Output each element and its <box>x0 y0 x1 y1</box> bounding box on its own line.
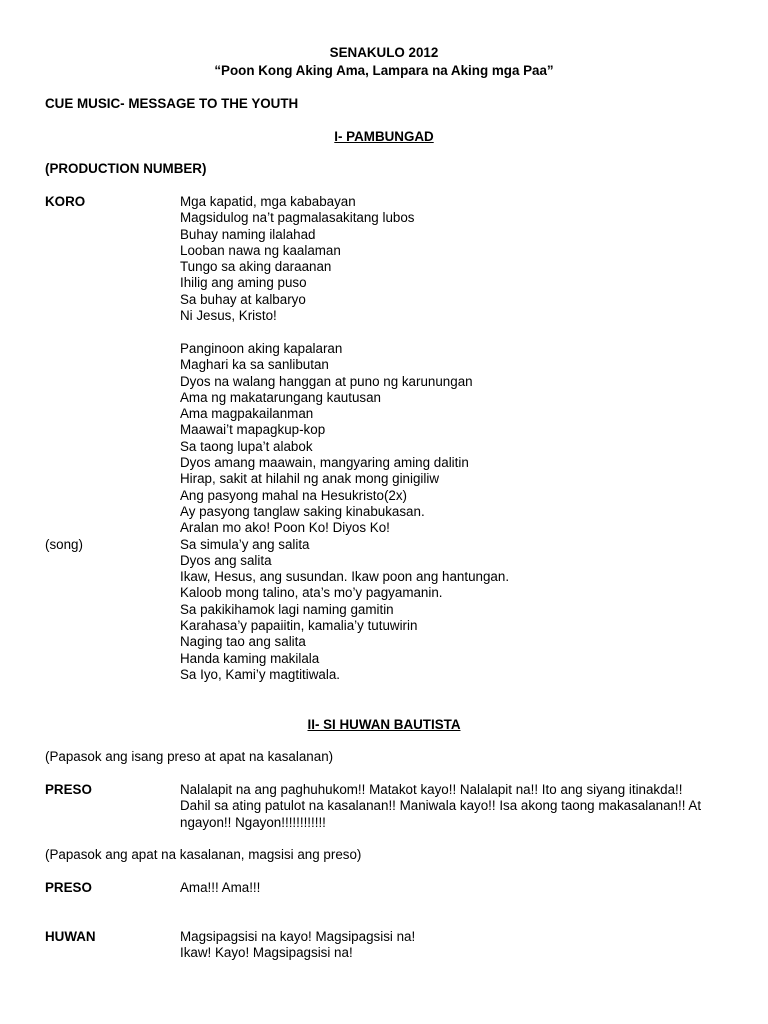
lyric-line: Dyos ang salita <box>180 552 272 568</box>
stage-direction-2: (Papasok ang apat na kasalanan, magsisi ang preso) <box>45 847 362 862</box>
lyric-line: Naging tao ang salita <box>180 634 306 650</box>
lyric-line: Karahasa’y papaiitin, kamalia’y tutuwirin <box>180 618 418 634</box>
lyric-line: Ama magpakailanman <box>180 406 314 422</box>
lyric-line: Buhay naming ilalahad <box>180 226 316 242</box>
lyric-line: Panginoon aking kapalaran <box>180 341 343 356</box>
lyrics-stanza-2 <box>180 341 509 683</box>
stage-direction-1: (Papasok ang isang preso at apat na kasalanan) <box>45 749 334 764</box>
lyric-line: Maghari ka sa sanlibutan <box>180 357 329 373</box>
lyric-line: Ay pasyong tanglaw saking kinabukasan. <box>180 503 425 519</box>
document-subtitle: “Poon Kong Aking Ama, Lampara na Aking mga Paa” <box>214 63 554 78</box>
dialogue-line: Dahil sa ating patulot na kasalanan!! Maniwala kayo!! Isa akong taong makasalanan!! At <box>180 798 702 814</box>
lyric-line: Dyos na walang hanggan at puno ng karunungan <box>180 373 473 389</box>
production-number-label: (PRODUCTION NUMBER) <box>45 161 207 176</box>
speaker-label-preso: PRESO <box>45 782 92 797</box>
lyric-line: Ihilig ang aming puso <box>180 275 307 291</box>
speaker-label-koro: KORO <box>45 194 86 209</box>
speaker-label-huwan: HUWAN <box>45 929 96 944</box>
lyric-line: Aralan mo ako! Poon Ko! Diyos Ko! <box>180 520 390 536</box>
lyric-line: Sa pakikihamok lagi naming gamitin <box>180 601 394 617</box>
section-heading-pambungad: I- PAMBUNGAD <box>334 129 434 144</box>
dialogue-line: Magsipagsisi na kayo! Magsipagsisi na! <box>180 929 416 944</box>
lyric-line: Mga kapatid, mga kababayan <box>180 194 356 209</box>
lyric-line: Ni Jesus, Kristo! <box>180 308 277 324</box>
lyric-line: Dyos amang maawain, mangyaring aming dalitin <box>180 455 469 471</box>
lyric-line: Ama ng makatarungang kautusan <box>180 389 381 405</box>
huwan-dialogue <box>180 929 415 962</box>
speaker-label-preso-2: PRESO <box>45 880 92 895</box>
lyric-line: Sa taong lupa’t alabok <box>180 438 313 454</box>
lyric-line: Handa kaming makilala <box>180 650 320 666</box>
dialogue-line: Ikaw! Kayo! Magsipagsisi na! <box>180 945 353 961</box>
lyric-line: Hirap, sakit at hilahil ng anak mong ginigiliw <box>180 471 440 487</box>
preso-dialogue-2: Ama!!! Ama!!! <box>180 880 261 895</box>
lyrics-stanza-1 <box>180 194 415 324</box>
song-cue-label: (song) <box>45 537 83 552</box>
dialogue-line: ngayon!! Ngayon!!!!!!!!!!!! <box>180 814 326 830</box>
lyric-line: Magsidulog na’t pagmalasakitang lubos <box>180 210 415 226</box>
lyric-line: Maawai’t mapagkup-kop <box>180 422 326 438</box>
lyric-line: Tungo sa aking daraanan <box>180 259 332 275</box>
lyric-line: Ang pasyong mahal na Hesukristo(2x) <box>180 487 408 503</box>
cue-music-line: CUE MUSIC- MESSAGE TO THE YOUTH <box>45 96 299 111</box>
document-title: SENAKULO 2012 <box>329 45 439 60</box>
lyric-line: Looban nawa ng kaalaman <box>180 242 341 258</box>
lyric-line: Kaloob mong talino, ata’s mo’y pagyamanin. <box>180 585 443 601</box>
lyric-line: Ikaw, Hesus, ang susundan. Ikaw poon ang hantungan. <box>180 569 510 585</box>
lyric-line: Sa buhay at kalbaryo <box>180 291 306 307</box>
lyric-line: Sa Iyo, Kami’y magtitiwala. <box>180 666 341 682</box>
section-heading-huwan-bautista: II- SI HUWAN BAUTISTA <box>307 717 461 732</box>
preso-dialogue <box>180 782 701 831</box>
dialogue-line: Nalalapit na ang paghuhukom!! Matakot kayo!! Nalalapit na!! Ito ang siyang itinakda!! <box>180 782 683 797</box>
lyric-line: Sa simula’y ang salita <box>180 536 310 552</box>
